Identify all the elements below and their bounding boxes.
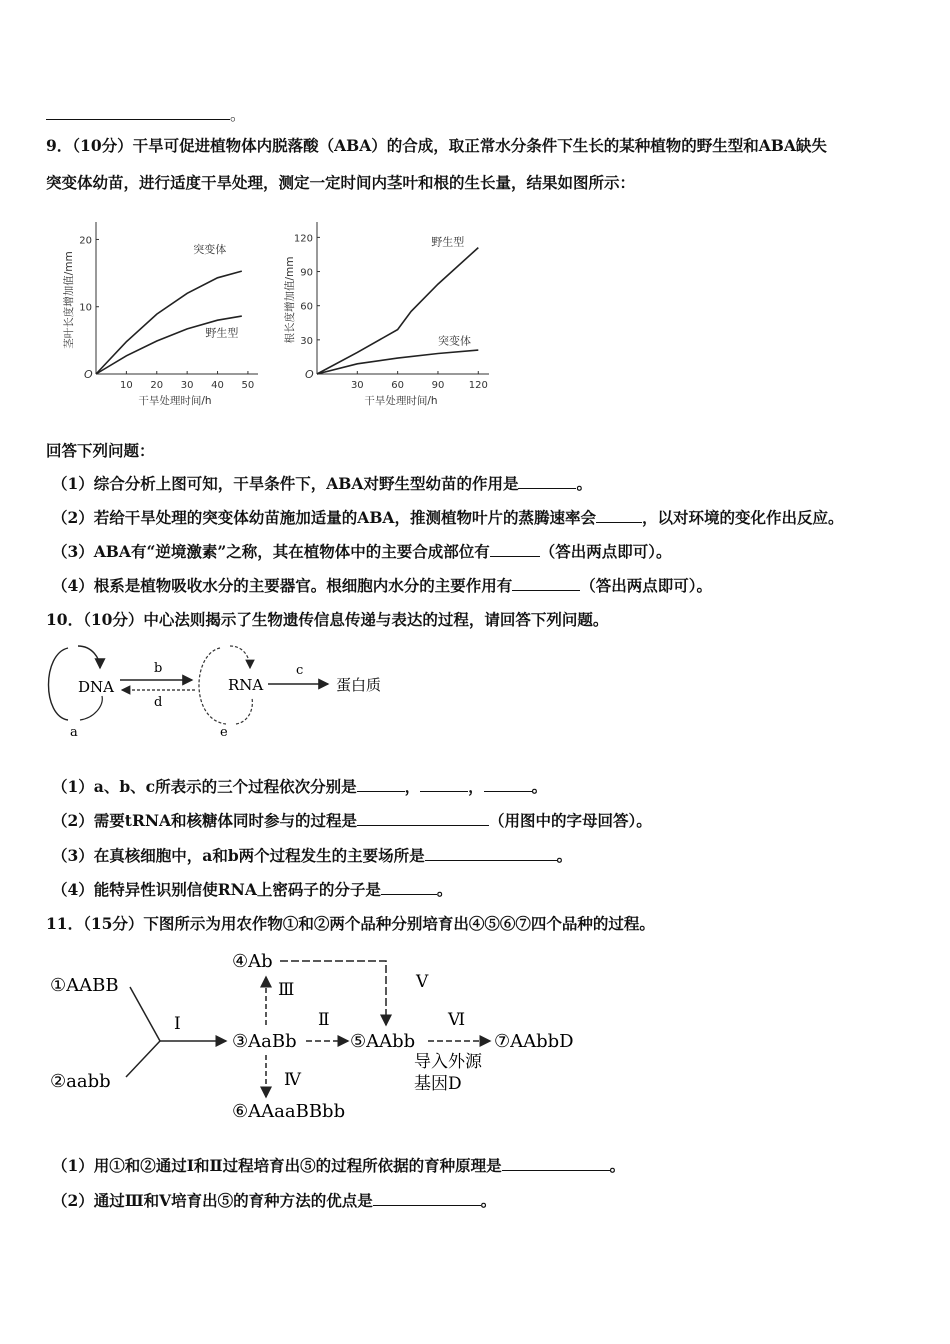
variety-4: ④Ab <box>232 951 273 972</box>
x-tick-label: 30 <box>180 380 194 391</box>
central-dogma-diagram <box>40 640 400 750</box>
q11-line1: 11．（15分）下图所示为用农作物①和②两个品种分别培育出④⑤⑥⑦四个品种的过程。 <box>46 914 655 933</box>
label-c: c <box>296 663 304 678</box>
variety-5: ⑤AAbb <box>350 1031 416 1052</box>
replication-loop-a-right <box>78 646 100 668</box>
breeding-diagram <box>44 945 604 1125</box>
chart-root <box>275 208 505 408</box>
label-I: Ⅰ <box>174 1014 181 1034</box>
answer-blank <box>46 105 230 120</box>
answer-blank[interactable] <box>381 880 437 895</box>
top-answer-line: 。 <box>46 104 246 126</box>
cross-line-upper <box>130 987 160 1041</box>
y-tick-label: 20 <box>79 235 92 247</box>
answer-blank[interactable] <box>518 474 576 489</box>
q10-sub3: （3）在真核细胞中，a和b两个过程发生的主要场所是 。 <box>52 846 573 865</box>
series-label-1: 野生型 <box>431 235 465 249</box>
q9-sub3: （3）ABA有“逆境激素”之称，其在植物体中的主要合成部位有 （答出两点即可）。 <box>52 542 672 561</box>
label-a: a <box>70 725 78 740</box>
y-tick-label: 10 <box>79 302 92 314</box>
answer-blank[interactable] <box>596 508 642 523</box>
answer-blank[interactable] <box>502 1156 610 1171</box>
chart-stem-leaf <box>40 208 280 408</box>
q9-line1: 9．（10分）干旱可促进植物体内脱落酸（ABA）的合成，取正常水分条件下生长的某种植物的野生型和ABA缺失 <box>46 136 827 155</box>
y-axis-label: 根长度增加值/mm <box>284 256 296 344</box>
x-tick-label: 120 <box>468 380 488 391</box>
x-tick-label: 40 <box>211 380 224 391</box>
q9-answer-intro: 回答下列问题： <box>46 441 155 460</box>
x-axis-label: 干旱处理时间/h <box>138 395 212 407</box>
label-e: e <box>220 725 228 740</box>
variety-7: ⑦AAbbD <box>494 1031 574 1052</box>
q10-sub4: （4）能特异性识别信使RNA上密码子的分子是 。 <box>52 880 453 899</box>
import-gene-line1: 导入外源 <box>414 1052 482 1072</box>
replication-loop-a <box>49 648 69 720</box>
rna-replication-loop-e-upper <box>230 646 250 668</box>
series-label-1: 突变体 <box>193 242 227 256</box>
variety-1: ①AABB <box>50 975 119 996</box>
variety-2: ②aabb <box>50 1071 111 1092</box>
answer-blank[interactable] <box>490 542 540 557</box>
y-tick-label: 120 <box>293 233 313 245</box>
cross-line-lower <box>126 1041 160 1077</box>
protein-label: 蛋白质 <box>336 676 382 694</box>
q10-line1: 10．（10分）中心法则揭示了生物遗传信息传递与表达的过程，请回答下列问题。 <box>46 610 609 629</box>
y-tick-label: 60 <box>300 301 313 313</box>
origin-label: O <box>84 368 93 381</box>
answer-blank[interactable] <box>512 576 580 591</box>
dna-label: DNA <box>78 678 114 696</box>
series-line-1 <box>96 271 242 374</box>
label-VI: Ⅵ <box>448 1010 466 1030</box>
answer-blank[interactable] <box>484 777 532 792</box>
series-line-1 <box>317 248 478 374</box>
q9-sub2: （2）若给干旱处理的突变体幼苗施加适量的ABA，推测植物叶片的蒸腾速率会 ，以对环境的变化作出反应。 <box>52 508 844 527</box>
q11-sub2: （2）通过Ⅲ和Ⅴ培育出⑤的育种方法的优点是 。 <box>52 1191 497 1210</box>
x-tick-label: 30 <box>350 380 364 391</box>
q11-sub1: （1）用①和②通过Ⅰ和Ⅱ过程培育出⑤的过程所依据的育种原理是 。 <box>52 1156 626 1175</box>
series-line-2 <box>317 350 478 374</box>
origin-label: O <box>305 368 314 381</box>
rna-replication-loop-e-lower <box>236 698 252 724</box>
y-axis-label: 茎叶长度增加值/mm <box>63 251 75 349</box>
series-label-2: 突变体 <box>437 334 471 348</box>
label-II: Ⅱ <box>318 1010 330 1030</box>
label-III: Ⅲ <box>278 980 295 1000</box>
rna-replication-loop-e <box>199 648 226 724</box>
variety-6: ⑥AAaaBBbb <box>232 1101 346 1122</box>
q10-sub1: （1）a、b、c所表示的三个过程依次分别是 ， ， 。 <box>52 777 548 796</box>
x-tick-label: 60 <box>391 380 405 391</box>
y-tick-label: 90 <box>300 267 313 279</box>
x-tick-label: 20 <box>150 380 164 391</box>
q9-line2: 突变体幼苗，进行适度干旱处理，测定一定时间内茎叶和根的生长量，结果如图所示： <box>46 173 636 192</box>
answer-blank[interactable] <box>357 777 405 792</box>
series-line-2 <box>96 316 242 374</box>
x-axis-label: 干旱处理时间/h <box>364 395 438 407</box>
y-tick-label: 30 <box>300 335 313 347</box>
answer-blank[interactable] <box>425 846 557 861</box>
variety-3: ③AaBb <box>232 1031 297 1052</box>
x-tick-label: 90 <box>431 380 445 391</box>
q9-sub4: （4）根系是植物吸收水分的主要器官。根细胞内水分的主要作用有 （答出两点即可）。 <box>52 576 713 595</box>
q10-sub2: （2）需要tRNA和核糖体同时参与的过程是 （用图中的字母回答）。 <box>52 811 652 830</box>
x-tick-label: 50 <box>241 380 255 391</box>
answer-blank[interactable] <box>420 777 468 792</box>
answer-blank[interactable] <box>373 1191 481 1206</box>
label-b: b <box>154 661 163 676</box>
label-IV: Ⅳ <box>284 1070 301 1090</box>
label-d: d <box>154 695 163 710</box>
label-V: Ⅴ <box>416 972 429 992</box>
import-gene-line2: 基因D <box>414 1074 462 1094</box>
arrow-V <box>280 961 386 1025</box>
answer-blank[interactable] <box>357 811 489 826</box>
q9-sub1: （1）综合分析上图可知，干旱条件下，ABA对野生型幼苗的作用是 。 <box>52 474 592 493</box>
replication-loop-a-lower <box>80 696 102 720</box>
rna-label: RNA <box>228 676 264 694</box>
x-tick-label: 10 <box>120 380 133 391</box>
series-label-2: 野生型 <box>205 326 239 340</box>
